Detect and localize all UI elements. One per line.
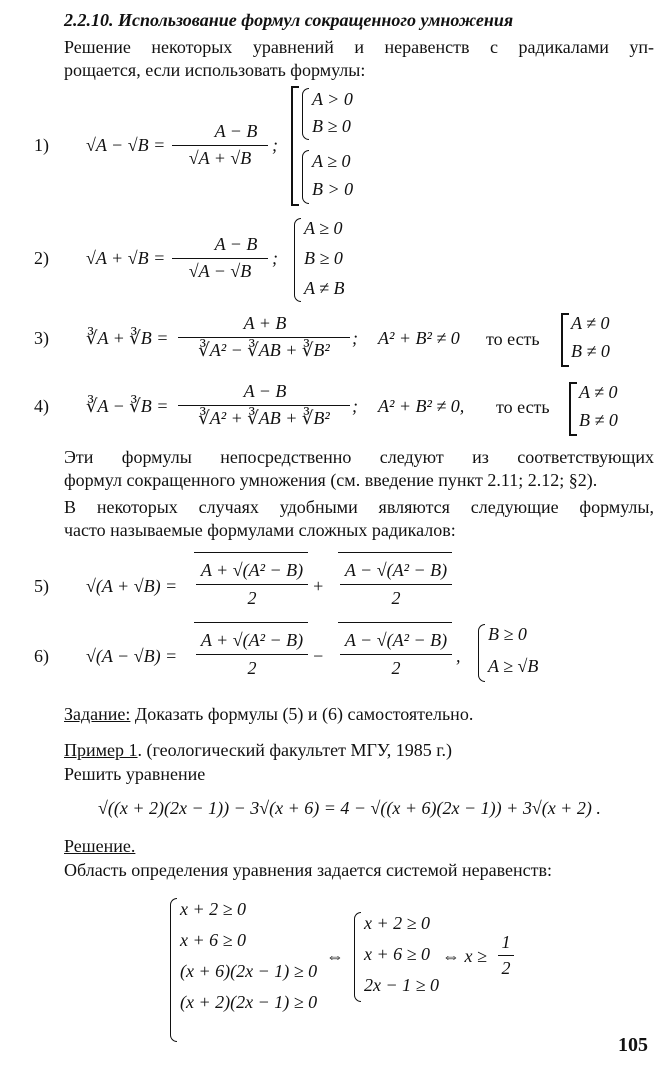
formula-denominator: √A − √B: [188, 261, 252, 281]
condition: A ≠ 0: [571, 313, 610, 333]
intro-line-1: Решение некоторых уравнений и неравенств с радикалами уп-: [64, 37, 654, 57]
condition: B ≠ 0: [571, 341, 610, 361]
that-is-text: то есть: [496, 397, 550, 417]
formula-numerator: A − B: [243, 381, 287, 401]
system-row: x + 6 ≥ 0: [180, 930, 247, 950]
that-is-text: то есть: [486, 329, 540, 349]
formula-number: 6): [34, 646, 49, 666]
formula-separator: ;: [352, 328, 358, 348]
example-label: Пример 1: [64, 740, 138, 760]
term1-denominator: 2: [247, 658, 257, 678]
condition: A ≠ 0: [579, 382, 618, 402]
result-prefix: ⇔ x ≥: [442, 946, 487, 966]
condition: B ≥ 0: [312, 116, 351, 136]
fraction-bar: [196, 654, 308, 655]
condition-brace: [478, 624, 485, 682]
task-text: Доказать формулы (5) и (6) самостоятельно.: [134, 704, 474, 724]
formula-lhs: √(A + √B) =: [86, 576, 178, 596]
operator: −: [312, 646, 325, 666]
operator: +: [312, 576, 325, 596]
term1-numerator: A + √(A² − B): [200, 630, 304, 650]
formula-number: 2): [34, 248, 49, 268]
fraction-bar: [340, 584, 452, 585]
example-source: . (геологический факультет МГУ, 1985 г.): [137, 740, 453, 760]
condition: B ≥ 0: [488, 624, 527, 644]
formula-number: 4): [34, 396, 49, 416]
section-title: 2.2.10. Использование формул сокращенного умножения: [64, 10, 514, 30]
condition: A > 0: [312, 89, 353, 109]
solution-label: Решение.: [64, 836, 136, 856]
formula-separator: ;: [272, 248, 278, 268]
system-row: (x + 2)(2x − 1) ≥ 0: [180, 992, 318, 1012]
example-equation: √((x + 2)(2x − 1)) − 3√(x + 6) = 4 − √((x + 6)(2x − 1)) + 3√(x + 2) .: [98, 798, 601, 818]
result-numerator: 1: [501, 932, 511, 952]
fraction-bar: [172, 145, 268, 146]
para3-line-2: часто называемые формулами сложных радикалов:: [64, 520, 456, 540]
formula-denominator: ∛A² + ∛AB + ∛B²: [198, 408, 330, 428]
condition: A ≥ √B: [488, 656, 539, 676]
condition: B ≠ 0: [579, 410, 618, 430]
equivalence-arrow: ⇔: [326, 946, 344, 966]
term1-numerator: A + √(A² − B): [200, 560, 304, 580]
formula-comma: ,: [456, 646, 461, 666]
system-row: (x + 6)(2x − 1) ≥ 0: [180, 961, 318, 981]
formula-lhs: √(A − √B) =: [86, 646, 178, 666]
condition-brace: [294, 218, 301, 302]
formula-extra-condition: A² + B² ≠ 0: [378, 328, 460, 348]
formula-number: 5): [34, 576, 49, 596]
system-row: x + 2 ≥ 0: [180, 899, 247, 919]
task-line: [64, 704, 473, 725]
page-number: 105: [618, 1034, 648, 1056]
solution-text: Область определения уравнения задается системой неравенств:: [64, 860, 553, 880]
condition-brace: [302, 88, 309, 140]
formula-separator: ;: [352, 396, 358, 416]
para2-line-2: формул сокращенного умножения (см. введение пункт 2.11; 2.12; §2).: [64, 470, 598, 490]
fraction-bar: [172, 258, 268, 259]
system-brace: [170, 898, 177, 1042]
formula-denominator: ∛A² − ∛AB + ∛B²: [198, 340, 330, 360]
formula-numerator: A − B: [214, 234, 258, 254]
task-label: Задание:: [64, 704, 131, 724]
example-line: [64, 740, 452, 761]
condition-brace: [302, 150, 309, 204]
fraction-bar: [498, 955, 514, 956]
formula-number: 3): [34, 328, 49, 348]
term2-numerator: A − √(A² − B): [344, 560, 448, 580]
intro-line-2: рощается, если использовать формулы:: [64, 60, 366, 80]
condition: B ≥ 0: [304, 248, 343, 268]
condition: A ≥ 0: [304, 218, 343, 238]
radical-bar: [194, 622, 308, 623]
radical-bar: [338, 622, 452, 623]
system-row: 2x − 1 ≥ 0: [364, 975, 440, 995]
term1-denominator: 2: [247, 588, 257, 608]
formula-extra-condition: A² + B² ≠ 0,: [378, 396, 465, 416]
radical-bar: [338, 552, 452, 553]
condition-bracket: [569, 382, 577, 436]
term2-denominator: 2: [391, 588, 401, 608]
condition: B > 0: [312, 179, 354, 199]
formula-lhs: √A + √B =: [86, 248, 166, 268]
condition: A ≠ B: [304, 278, 345, 298]
radical-bar: [194, 552, 308, 553]
system-row: x + 2 ≥ 0: [364, 913, 431, 933]
condition-bracket: [561, 313, 569, 367]
formula-denominator: √A + √B: [188, 148, 252, 168]
formula-numerator: A + B: [243, 313, 287, 333]
fraction-bar: [196, 584, 308, 585]
term2-numerator: A − √(A² − B): [344, 630, 448, 650]
fraction-bar: [178, 337, 350, 338]
formula-lhs: ∛A − ∛B =: [86, 396, 169, 416]
para2-line-1: Эти формулы непосредственно следуют из соответствующих: [64, 447, 654, 467]
fraction-bar: [178, 405, 350, 406]
formula-separator: ;: [272, 135, 278, 155]
result-denominator: 2: [501, 958, 511, 978]
term2-denominator: 2: [391, 658, 401, 678]
formula-number: 1): [34, 135, 49, 155]
formula-lhs: ∛A + ∛B =: [86, 328, 169, 348]
formula-lhs: √A − √B =: [86, 135, 166, 155]
system-brace: [354, 912, 361, 1002]
formula-numerator: A − B: [214, 121, 258, 141]
condition-bracket: [291, 86, 299, 206]
system-row: x + 6 ≥ 0: [364, 944, 431, 964]
condition: A ≥ 0: [312, 151, 351, 171]
example-instruction: Решить уравнение: [64, 764, 206, 784]
para3-line-1: В некоторых случаях удобными являются следующие формулы,: [64, 497, 654, 517]
fraction-bar: [340, 654, 452, 655]
